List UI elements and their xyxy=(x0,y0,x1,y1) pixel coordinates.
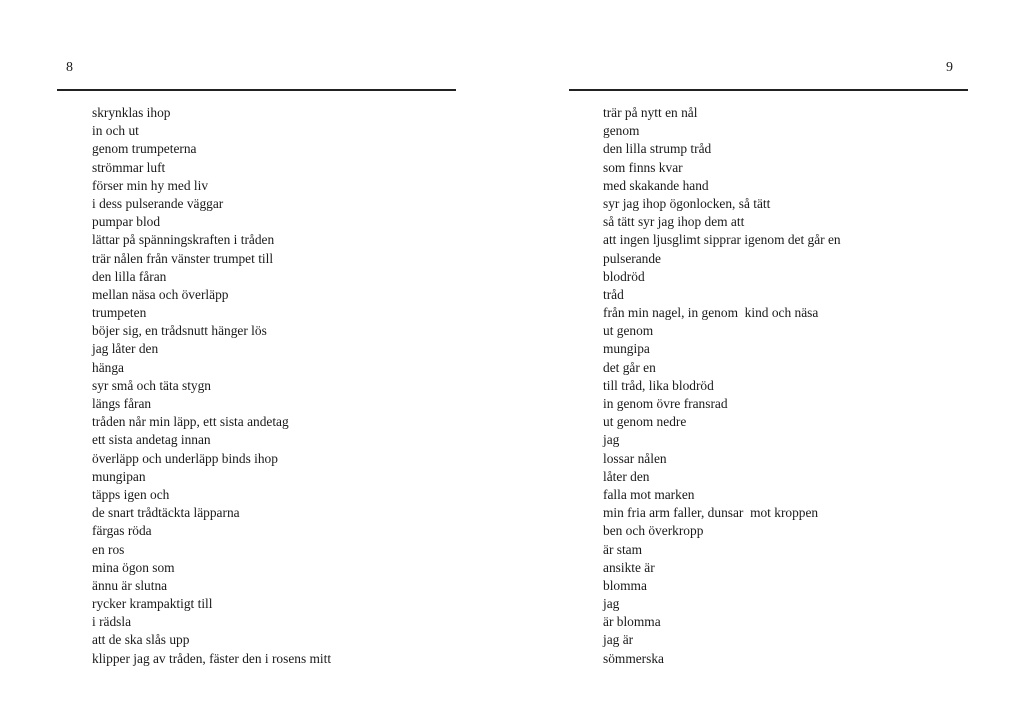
poem-line: in och ut xyxy=(92,123,139,139)
poem-line: mina ögon som xyxy=(92,559,175,575)
poem-text-left xyxy=(92,104,331,668)
page-number-left: 8 xyxy=(66,60,73,75)
poem-line: täpps igen och xyxy=(92,486,170,502)
poem-line: från min nagel, in genom kind och näsa xyxy=(603,305,819,321)
poem-line: syr jag ihop ögonlocken, så tätt xyxy=(603,195,771,211)
poem-line: sömmerska xyxy=(603,650,664,666)
poem-line: så tätt syr jag ihop dem att xyxy=(603,214,745,230)
poem-line: till tråd, lika blodröd xyxy=(603,377,714,393)
poem-line: ut genom nedre xyxy=(603,414,687,430)
poem-line: mungipan xyxy=(92,468,146,484)
page-number-right: 9 xyxy=(946,60,953,75)
poem-text-right xyxy=(603,104,841,668)
poem-line: klipper jag av tråden, fäster den i rosens mitt xyxy=(92,650,332,666)
poem-line: ansikte är xyxy=(603,559,655,575)
poem-line: jag är xyxy=(603,632,634,648)
poem-line: blodröd xyxy=(603,268,645,284)
poem-line: i dess pulserande väggar xyxy=(92,195,224,211)
header-rule-left xyxy=(57,89,456,91)
poem-line: att de ska slås upp xyxy=(92,632,190,648)
poem-line: lossar nålen xyxy=(603,450,667,466)
poem-line: blomma xyxy=(603,577,647,593)
poem-line: pulserande xyxy=(603,250,662,266)
poem-line: överläpp och underläpp binds ihop xyxy=(92,450,278,466)
poem-line: mungipa xyxy=(603,341,650,357)
poem-line: låter den xyxy=(603,468,650,484)
poem-line: ett sista andetag innan xyxy=(92,432,211,448)
poem-line: med skakande hand xyxy=(603,177,709,193)
poem-line: ännu är slutna xyxy=(92,577,168,593)
poem-line: den lilla fåran xyxy=(92,268,167,284)
poem-line: genom xyxy=(603,123,640,139)
poem-line: en ros xyxy=(92,541,125,557)
poem-line: som finns kvar xyxy=(603,159,683,175)
poem-line: rycker krampaktigt till xyxy=(92,596,213,612)
poem-line: min fria arm faller, dunsar mot kroppen xyxy=(603,505,819,521)
header-rule-right xyxy=(569,89,968,91)
poem-line: tråden når min läpp, ett sista andetag xyxy=(92,414,289,430)
poem-line: skrynklas ihop xyxy=(92,105,171,120)
poem-line: är blomma xyxy=(603,614,661,630)
poem-line: trär på nytt en nål xyxy=(603,105,698,120)
poem-line: trumpeten xyxy=(92,305,147,321)
poem-line: det går en xyxy=(603,359,656,375)
poem-line: falla mot marken xyxy=(603,486,695,502)
right-page xyxy=(512,0,1024,724)
poem-line: jag låter den xyxy=(92,341,159,357)
poem-line: pumpar blod xyxy=(92,214,161,230)
poem-line: strömmar luft xyxy=(92,159,166,175)
poem-line: i rädsla xyxy=(92,614,132,630)
poem-line: de snart trådtäckta läpparna xyxy=(92,505,240,521)
poem-line: förser min hy med liv xyxy=(92,177,209,193)
poem-line: hänga xyxy=(92,359,124,375)
poem-line: tråd xyxy=(603,286,624,302)
poem-line: trär nålen från vänster trumpet till xyxy=(92,250,274,266)
poem-line: längs fåran xyxy=(92,396,152,411)
poem-line: syr små och täta stygn xyxy=(92,377,212,393)
poem-line: att ingen ljusglimt sipprar igenom det går en xyxy=(603,232,841,248)
poem-line: är stam xyxy=(603,541,643,557)
poem-line: böjer sig, en trådsnutt hänger lös xyxy=(92,323,267,339)
poem-line: genom trumpeterna xyxy=(92,141,197,157)
poem-line: lättar på spänningskraften i tråden xyxy=(92,232,275,248)
poem-line: jag xyxy=(603,596,620,612)
poem-line: den lilla strump tråd xyxy=(603,141,712,157)
poem-line: färgas röda xyxy=(92,523,152,539)
poem-line: mellan näsa och överläpp xyxy=(92,286,229,302)
poem-line: in genom övre fransrad xyxy=(603,396,728,411)
poem-line: ben och överkropp xyxy=(603,523,704,539)
poem-line: ut genom xyxy=(603,323,654,339)
poem-line: jag xyxy=(603,432,620,448)
